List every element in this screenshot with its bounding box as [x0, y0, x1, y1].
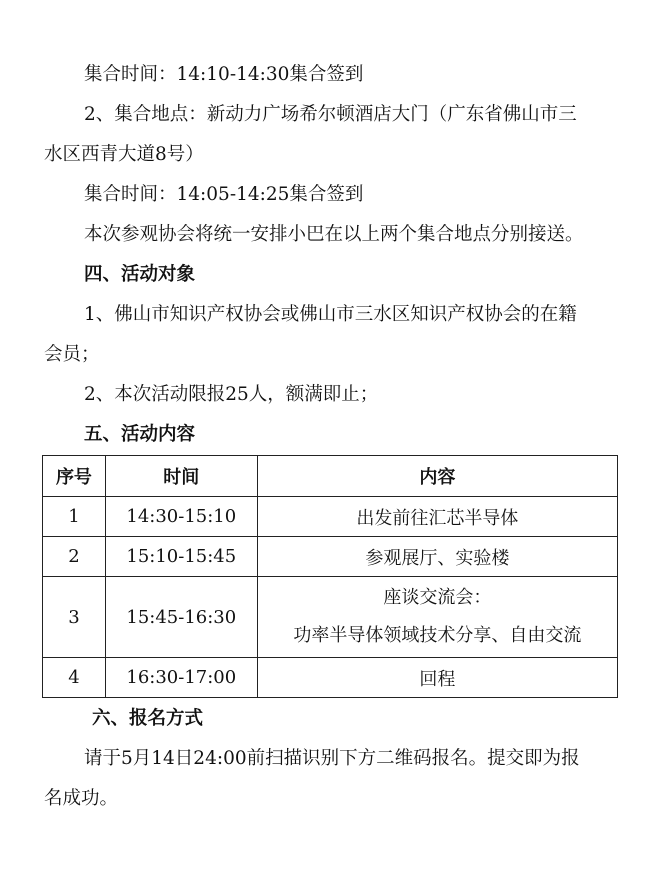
row-time: 15:45-16:30 — [105, 577, 257, 658]
registration-note-cont: 名成功。 — [44, 788, 119, 809]
row-no: 3 — [43, 577, 106, 658]
shuttle-note: 本次参观协会将统一安排小巴在以上两个集合地点分别接送。 — [84, 224, 584, 245]
row-time: 14:30-15:10 — [105, 497, 257, 537]
schedule-table — [42, 455, 618, 698]
row-content: 出发前往汇芯半导体 — [257, 497, 617, 537]
row-content: 参观展厅、实验楼 — [257, 537, 617, 577]
gathering-place-2: 2、集合地点：新动力广场希尔顿酒店大门（广东省佛山市三 — [84, 104, 577, 125]
gathering-time-1: 集合时间：14:10-14:30集合签到 — [84, 64, 364, 85]
gathering-place-2-cont: 水区西青大道8号） — [44, 144, 204, 165]
header-time: 时间 — [105, 456, 257, 497]
row-time: 16:30-17:00 — [105, 658, 257, 698]
row-time: 15:10-15:45 — [105, 537, 257, 577]
row-content-line-1: 座谈交流会： — [383, 587, 492, 608]
registration-note: 请于5月14日24:00前扫描识别下方二维码报名。提交即为报 — [84, 748, 580, 769]
section-heading-registration: 六、报名方式 — [92, 708, 204, 729]
header-no: 序号 — [43, 456, 106, 497]
row-no: 1 — [43, 497, 106, 537]
audience-item-2: 2、本次活动限报25人，额满即止； — [84, 384, 379, 405]
section-heading-content: 五、活动内容 — [84, 424, 196, 445]
section-heading-audience: 四、活动对象 — [84, 264, 196, 285]
row-no: 2 — [43, 537, 106, 577]
gathering-time-2: 集合时间：14:05-14:25集合签到 — [84, 184, 364, 205]
row-content: 回程 — [257, 658, 617, 698]
audience-item-1-cont: 会员； — [44, 344, 100, 365]
table-row — [43, 658, 618, 698]
table-row — [43, 537, 618, 577]
table-header-row — [43, 456, 618, 497]
table-row — [43, 497, 618, 537]
row-content — [257, 577, 617, 658]
header-content: 内容 — [257, 456, 617, 497]
row-no: 4 — [43, 658, 106, 698]
row-content-line-2: 功率半导体领域技术分享、自由交流 — [293, 625, 582, 646]
table-row — [43, 577, 618, 658]
audience-item-1: 1、佛山市知识产权协会或佛山市三水区知识产权协会的在籍 — [84, 304, 577, 325]
